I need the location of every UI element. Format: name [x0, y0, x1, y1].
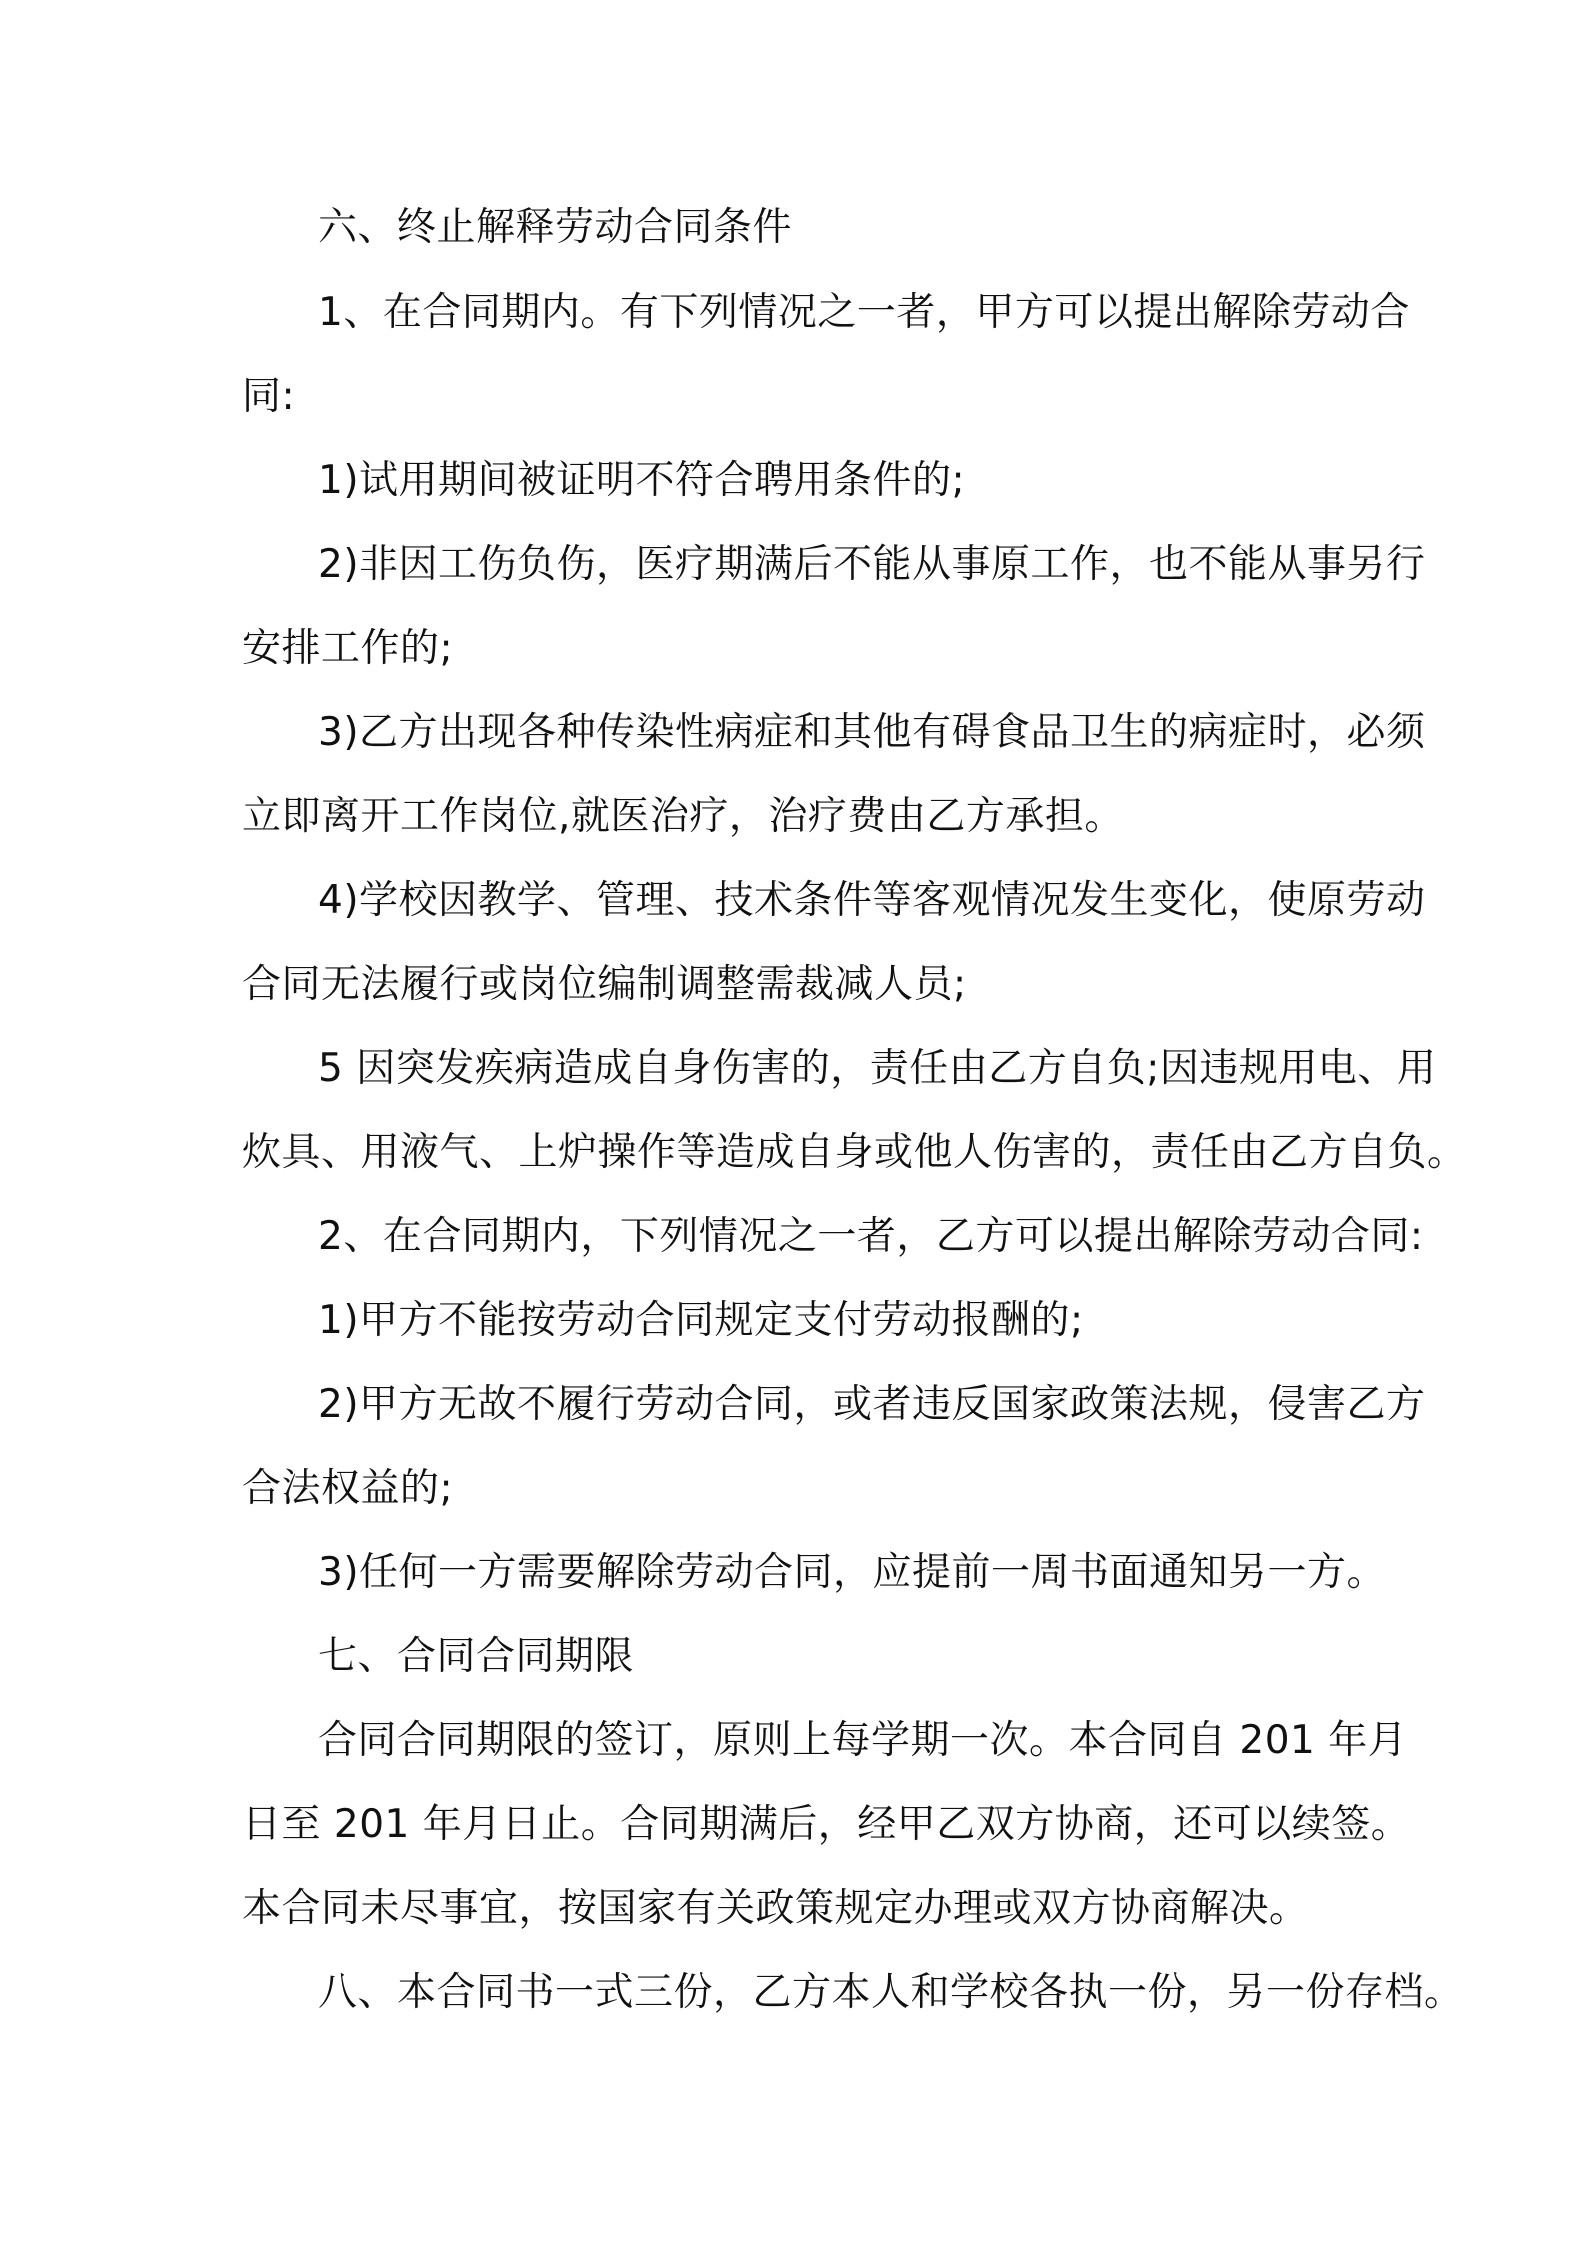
paragraph-line: 本合同未尽事宜，按国家有关政策规定办理或双方协商解决。 — [242, 1886, 1309, 1931]
paragraph-line: 2、在合同期内，下列情况之一者，乙方可以提出解除劳动合同: — [318, 1214, 1424, 1259]
paragraph-line: 合同无法履行或岗位编制调整需裁减人员; — [242, 962, 967, 1007]
section-heading-6: 六、终止解释劳动合同条件 — [318, 205, 793, 250]
paragraph-line: 3)乙方出现各种传染性病症和其他有碍食品卫生的病症时，必须 — [318, 710, 1426, 755]
section-heading-7: 七、合同合同期限 — [318, 1634, 635, 1679]
paragraph-line: 1)甲方不能按劳动合同规定支付劳动报酬的; — [318, 1298, 1084, 1343]
paragraph-line: 炊具、用液气、上炉操作等造成自身或他人伤害的，责任由乙方自负。 — [242, 1130, 1467, 1175]
paragraph-line: 3)任何一方需要解除劳动合同，应提前一周书面通知另一方。 — [318, 1550, 1387, 1595]
paragraph-line: 立即离开工作岗位,就医治疗，治疗费由乙方承担。 — [242, 794, 1124, 839]
paragraph-line: 1)试用期间被证明不符合聘用条件的; — [318, 458, 966, 503]
paragraph-line: 同: — [242, 374, 296, 419]
paragraph-line: 合同合同期限的签订，原则上每学期一次。本合同自 201 年月 — [318, 1718, 1408, 1763]
paragraph-line: 安排工作的; — [242, 626, 454, 671]
paragraph-line: 4)学校因教学、管理、技术条件等客观情况发生变化，使原劳动 — [318, 878, 1426, 923]
paragraph-line: 5 因突发疾病造成自身伤害的，责任由乙方自负;因违规用电、用 — [318, 1046, 1437, 1091]
section-heading-8: 八、本合同书一式三份，乙方本人和学校各执一份，另一份存档。 — [318, 1970, 1464, 2015]
paragraph-line: 合法权益的; — [242, 1466, 454, 1511]
paragraph-line: 2)非因工伤负伤，医疗期满后不能从事原工作，也不能从事另行 — [318, 542, 1426, 587]
paragraph-line: 日至 201 年月日止。合同期满后，经甲乙双方协商，还可以续签。 — [242, 1802, 1411, 1847]
paragraph-line: 1、在合同期内。有下列情况之一者，甲方可以提出解除劳动合 — [318, 290, 1410, 335]
paragraph-line: 2)甲方无故不履行劳动合同，或者违反国家政策法规，侵害乙方 — [318, 1382, 1426, 1427]
